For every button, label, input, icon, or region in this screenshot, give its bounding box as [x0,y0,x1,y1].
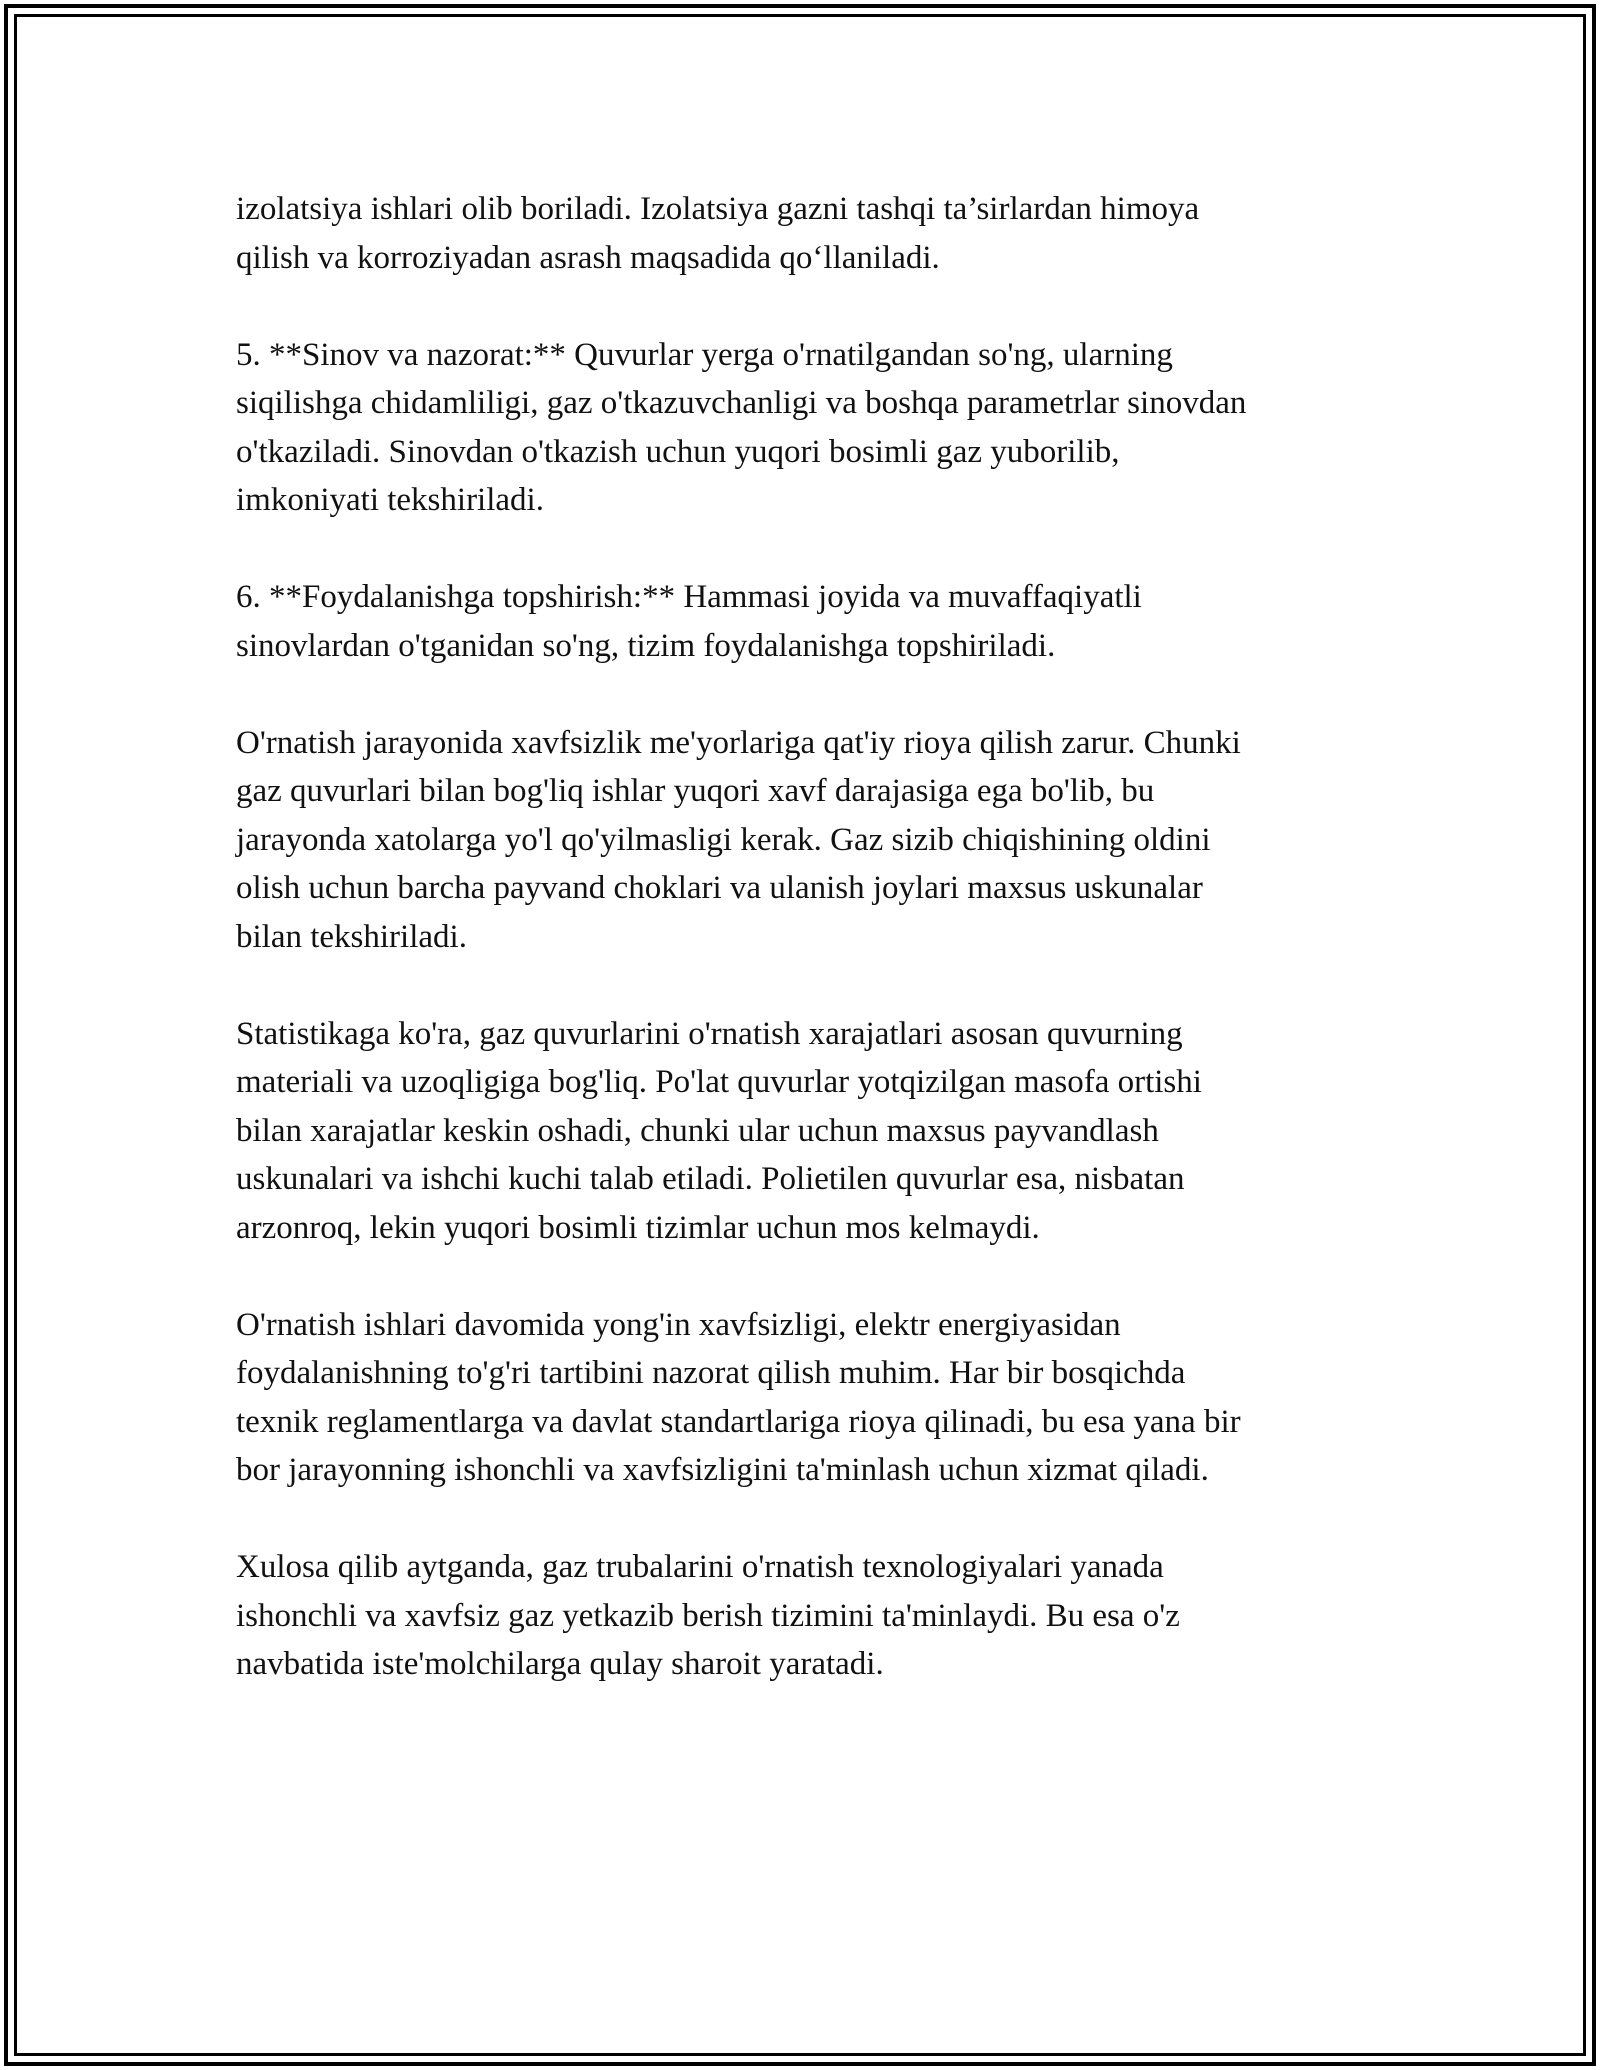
text-line: sinovlardan o'tganidan so'ng, tizim foydalanishga topshiriladi. [236,627,1056,664]
text-line: O'rnatish jarayonida xavfsizlik me'yorlariga qat'iy rioya qilish zarur. Chunki [236,724,1241,761]
text-line: gaz quvurlari bilan bog'liq ishlar yuqori xavf darajasiga ega bo'lib, bu [236,773,1155,809]
text-line: arzonroq, lekin yuqori bosimli tizimlar uchun mos kelmaydi. [236,1209,1040,1246]
text-line: siqilishga chidamliligi, gaz o'tkazuvchanligi va boshqa parametrlar sinovdan [236,385,1247,421]
paragraph [236,185,1396,282]
paragraph [236,573,1396,670]
text-line: O'rnatish ishlari davomida yong'in xavfsizligi, elektr energiyasidan [236,1306,1121,1343]
text-line: navbatida iste'molchilarga qulay sharoit yaratadi. [236,1646,884,1682]
text-line: texnik reglamentlarga va davlat standartlariga rioya qilinadi, bu esa yana bir [236,1403,1241,1440]
text-line: o'tkaziladi. Sinovdan o'tkazish uchun yuqori bosimli gaz yuborilib, [236,433,1120,470]
text-line: ishonchli va xavfsiz gaz yetkazib berish tizimini ta'minlaydi. Bu esa o'z [236,1597,1180,1634]
paragraph [236,1543,1396,1689]
text-line: qilish va korroziyadan asrash maqsadida qo‘llaniladi. [236,239,940,276]
text-line: imkoniyati tekshiriladi. [236,482,544,518]
paragraph [236,719,1396,962]
text-line: Statistikaga ko'ra, gaz quvurlarini o'rnatish xarajatlari asosan quvurning [236,1015,1183,1052]
paragraph [236,1010,1396,1253]
text-line: izolatsiya ishlari olib boriladi. Izolatsiya gazni tashqi ta’sirlardan himoya [236,191,1200,227]
document-body [236,185,1396,1737]
text-line: bilan xarajatlar keskin oshadi, chunki ular uchun maxsus payvandlash [236,1112,1159,1149]
text-line: bor jarayonning ishonchli va xavfsizligini ta'minlash uchun xizmat qiladi. [236,1452,1209,1488]
text-line: bilan tekshiriladi. [236,918,467,955]
paragraph [236,1301,1396,1495]
text-line: 5. **Sinov va nazorat:** Quvurlar yerga o'rnatilgandan so'ng, ularning [236,336,1173,373]
text-line: 6. **Foydalanishga topshirish:** Hammasi joyida va muvaffaqiyatli [236,579,1142,615]
text-line: materiali va uzoqligiga bog'liq. Po'lat quvurlar yotqizilgan masofa ortishi [236,1064,1202,1100]
text-line: foydalanishning to'g'ri tartibini nazorat qilish muhim. Har bir bosqichda [236,1355,1186,1391]
text-line: Xulosa qilib aytganda, gaz trubalarini o'rnatish texnologiyalari yanada [236,1549,1164,1585]
paragraph [236,331,1396,525]
text-line: olish uchun barcha payvand choklari va ulanish joylari maxsus uskunalar [236,870,1203,906]
text-line: uskunalari va ishchi kuchi talab etiladi. Polietilen quvurlar esa, nisbatan [236,1161,1185,1197]
text-line: jarayonda xatolarga yo'l qo'yilmasligi kerak. Gaz sizib chiqishining oldini [236,821,1211,858]
